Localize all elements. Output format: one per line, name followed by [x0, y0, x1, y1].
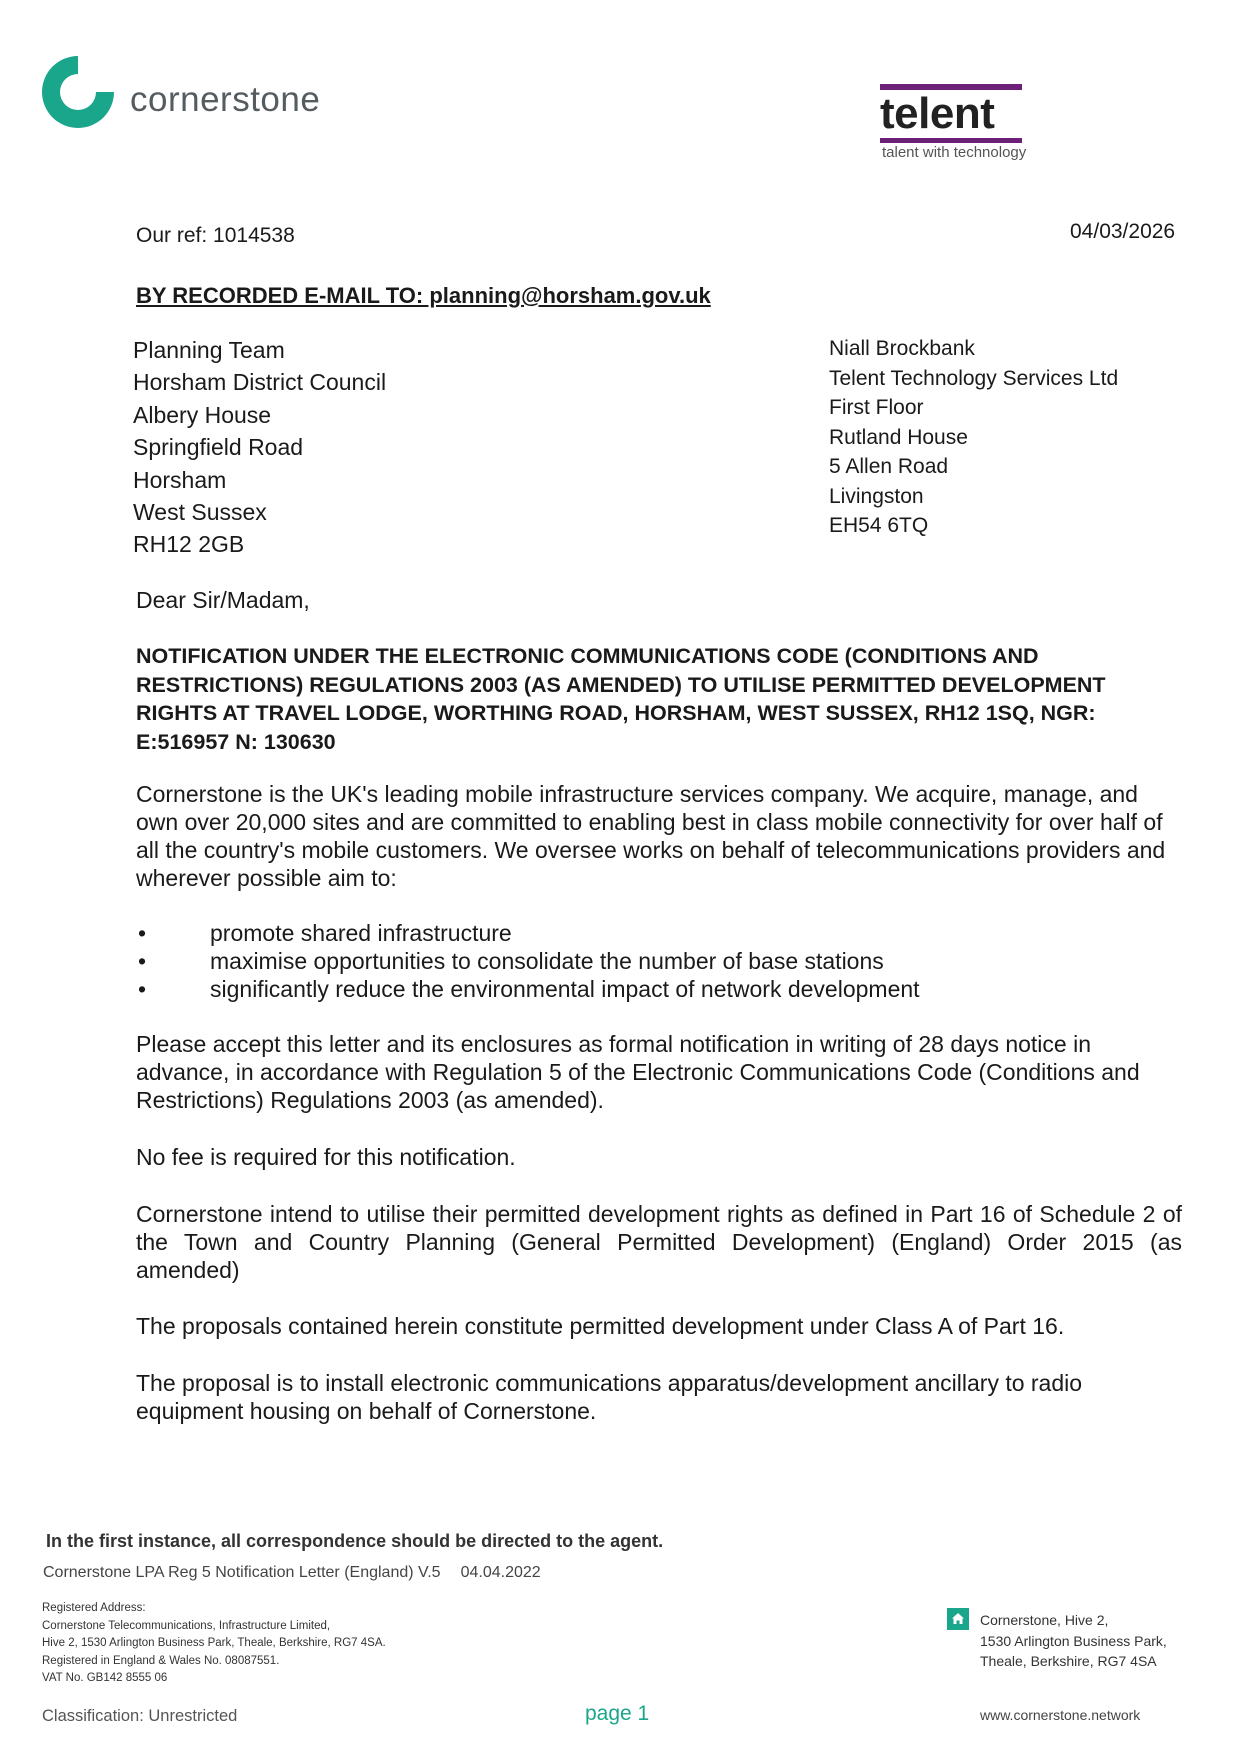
home-icon: [947, 1608, 969, 1630]
paragraph-rights: Cornerstone intend to utilise their permitted development rights as defined in Part 16 of Schedule 2 of the Town and Country Planning (General Permitted Development) (England) Order 2015 (as amended): [136, 1201, 1182, 1283]
office-line: Cornerstone, Hive 2,: [980, 1612, 1109, 1628]
address-line: EH54 6TQ: [829, 514, 929, 537]
aims-list: [136, 919, 920, 1003]
registered-line: Cornerstone Telecommunications, Infrastructure Limited,: [42, 1619, 331, 1632]
address-line: Telent Technology Services Ltd: [829, 366, 1119, 390]
telent-tagline: talent with technology: [882, 144, 1027, 161]
address-line: Niall Brockbank: [829, 337, 975, 360]
address-line: RH12 2GB: [133, 531, 245, 558]
list-item: • significantly reduce the environmental impact of network development: [138, 976, 920, 1002]
page-number: page 1: [585, 1702, 650, 1725]
recipient-method: BY RECORDED E-MAIL TO: planning@horsham.gov.uk: [136, 283, 711, 308]
address-line: West Sussex: [133, 499, 267, 526]
office-line: 1530 Arlington Business Park,: [980, 1632, 1167, 1649]
letter-subject: NOTIFICATION UNDER THE ELECTRONIC COMMUNICATIONS CODE (CONDITIONS AND RESTRICTIONS) REGULATIONS 2003 (AS AMENDED) TO UTILISE PERMITTED DEVELOPMENT RIGHTS AT TRAVEL LODGE, WORTHING ROAD, HORSHAM, WEST SUSSEX, RH12 1SQ, NGR: E:516957 N: 130630: [136, 644, 1106, 754]
paragraph-class: The proposals contained herein constitute permitted development under Class A of Part 16.: [136, 1313, 1065, 1339]
ref-label: Our ref:: [136, 224, 208, 247]
list-item: • maximise opportunities to consolidate the number of base stations: [138, 948, 884, 974]
address-line: Horsham: [133, 466, 227, 493]
bullet-icon: •: [138, 948, 147, 974]
bullet-icon: •: [138, 976, 147, 1002]
paragraph-proposal: The proposal is to install electronic communications apparatus/development ancillary to radio equipment housing on behalf of Cornerstone.: [136, 1370, 1083, 1424]
cornerstone-mark-icon: [38, 52, 118, 132]
paragraph-notification: Please accept this letter and its enclosures as formal notification in writing of 28 days notice in advance, in accordance with Regulation 5 of the Electronic Communications Code (Conditions and Restrictions) Regulations 2003 (as amended).: [136, 1031, 1140, 1113]
office-address: [980, 1610, 1167, 1672]
office-line: Theale, Berkshire, RG7 4SA: [980, 1653, 1157, 1669]
registered-line: Registered Address:: [42, 1602, 146, 1614]
telent-logo: [880, 84, 1030, 162]
doc-date: 04.04.2022: [460, 1564, 541, 1581]
website: www.cornerstone.network: [980, 1707, 1141, 1723]
telent-bottom-bar: [880, 138, 1022, 143]
registered-line: VAT No. GB142 8555 06: [42, 1672, 168, 1685]
address-line: Rutland House: [829, 425, 968, 449]
address-line: Springfield Road: [133, 434, 304, 461]
sender-address: [829, 334, 1118, 541]
address-line: First Floor: [829, 396, 924, 419]
paragraph-intro: Cornerstone is the UK's leading mobile infrastructure services company. We acquire, manage, and own over 20,000 sites and are committed to enabling best in class mobile connectivity for over half of all the country's mobile customers. We oversee works on behalf of telecommunications providers and wherever possible aim to:: [136, 781, 1166, 891]
agent-note: In the first instance, all correspondence should be directed to the agent.: [46, 1531, 664, 1551]
bullet-icon: •: [138, 920, 147, 946]
paragraph-fee: No fee is required for this notification.: [136, 1144, 516, 1170]
registered-line: Registered in England & Wales No. 08087551.: [42, 1654, 280, 1667]
letter-date: 04/03/2026: [1070, 220, 1176, 243]
address-line: Albery House: [133, 401, 272, 428]
salutation: Dear Sir/Madam,: [136, 587, 310, 613]
classification: Classification: Unrestricted: [42, 1707, 238, 1725]
document-version: [43, 1564, 541, 1582]
address-line: 5 Allen Road: [829, 455, 949, 478]
doc-name: Cornerstone LPA Reg 5 Notification Letter (England) V.5: [43, 1564, 441, 1581]
our-reference: [136, 224, 295, 248]
address-line: Livingston: [829, 484, 924, 508]
address-line: Horsham District Council: [133, 369, 387, 396]
registered-line: Hive 2, 1530 Arlington Business Park, Theale, Berkshire, RG7 4SA.: [42, 1637, 386, 1650]
registered-address: [42, 1600, 386, 1688]
list-item: • promote shared infrastructure: [138, 920, 512, 946]
ref-value: 1014538: [213, 224, 295, 247]
cornerstone-wordmark: cornerstone: [130, 80, 321, 119]
address-line: Planning Team: [133, 337, 285, 363]
recipient-address: [133, 334, 386, 561]
telent-wordmark: telent: [880, 89, 995, 138]
cornerstone-logo: [38, 50, 338, 140]
